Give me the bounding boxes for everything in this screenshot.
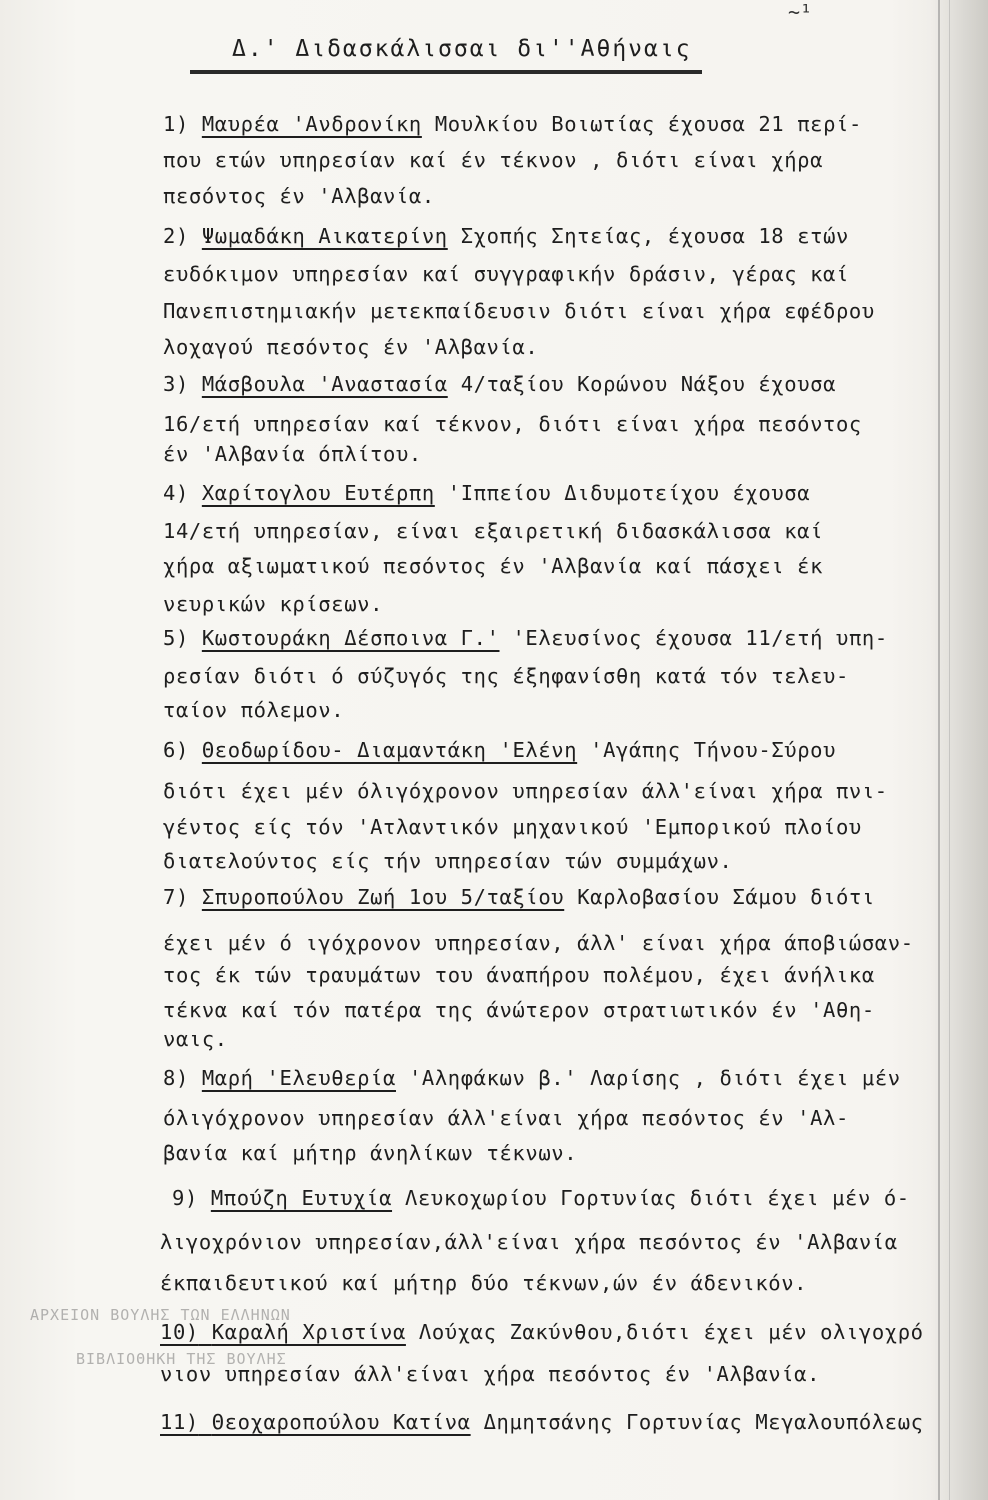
- entry-3-line-3: έν 'Αλβανία όπλίτου.: [163, 442, 422, 466]
- entry-2-line-2: ευδόκιμον υπηρεσίαν καί συγγραφικήν δράσιν, γέρας καί: [163, 262, 849, 286]
- entry-6-line-2: διότι έχει μέν όλιγόχρονον υπηρεσίαν άλλ'είναι χήρα πνι-: [163, 779, 888, 803]
- entry-9-line-1: 9) Μπούζη Ευτυχία Λευκοχωρίου Γορτυνίας διότι έχει μέν ό-: [172, 1186, 910, 1210]
- entry-4-name: Χαρίτογλου Ευτέρπη: [201, 481, 435, 505]
- entry-6-line-1: 6) Θεοδωρίδου- Διαμαντάκη 'Ελένη 'Αγάπης Τήνου-Σύρου: [163, 738, 837, 762]
- entry-7-line-1: 7) Σπυροπούλου Ζωή 1ου 5/ταξίου Καρλοβασίου Σάμου διότι: [163, 885, 875, 909]
- entry-2-line-4: λοχαγού πεσόντος έν 'Αλβανία.: [163, 335, 539, 359]
- entry-7-line-5: ναις.: [163, 1027, 228, 1051]
- entry-9-line-2: λιγοχρόνιον υπηρεσίαν,άλλ'είναι χήρα πεσόντος έν 'Αλβανία: [160, 1230, 898, 1254]
- entry-4-line-2: 14/ετή υπηρεσίαν, είναι εξαιρετική διδασκάλισσα καί: [163, 519, 824, 543]
- entry-8-name: Μαρή 'Ελευθερία: [201, 1066, 396, 1090]
- entry-2-line-1: 2) Ψωμαδάκη Αικατερίνη Σχοπής Σητείας, έχουσα 18 ετών: [163, 224, 849, 248]
- entry-3-line-2: 16/ετή υπηρεσίαν καί τέκνον, διότι είναι χήρα πεσόντος: [163, 412, 862, 436]
- entry-2-line-3: Πανεπιστημιακήν μετεκπαίδευσιν διότι είναι χήρα εφέδρου: [163, 299, 875, 323]
- entry-4-line-3: χήρα αξιωματικού πεσόντος έν 'Αλβανία καί πάσχει έκ: [163, 554, 824, 578]
- entry-10-num-name: 10) Καραλή Χριστίνα: [160, 1320, 406, 1344]
- entry-4-line-4: νευρικών κρίσεων.: [163, 592, 384, 616]
- entry-1-name: Μαυρέα 'Ανδρονίκη: [201, 112, 422, 136]
- entry-3-line-1: 3) Μάσβουλα 'Αναστασία 4/ταξίου Κορώνου Νάξου έχουσα: [163, 372, 837, 396]
- entry-8-line-2: όλιγόχρονον υπηρεσίαν άλλ'είναι χήρα πεσόντος έν 'Αλ-: [163, 1106, 849, 1130]
- corner-page-mark: ~¹: [788, 0, 813, 24]
- document-title: Δ.' Διδασκάλισσαι δι''Αθήναις: [232, 36, 692, 62]
- entry-10-line-2: νιον υπηρεσίαν άλλ'είναι χήρα πεσόντος έν 'Αλβανία.: [160, 1362, 821, 1386]
- entry-7-line-2: έχει μέν ό ιγόχρονον υπηρεσίαν, άλλ' είναι χήρα άποβιώσαν-: [163, 931, 914, 955]
- entry-5-name: Κωστουράκη Δέσποινα Γ.': [201, 626, 500, 650]
- entry-9-name: Μπούζη Ευτυχία: [210, 1186, 393, 1210]
- archive-stamp-line-1: ΑΡΧΕΙΟΝ ΒΟΥΛΗΣ ΤΩΝ ΕΛΛΗΝΩΝ: [30, 1306, 291, 1324]
- entry-1-line-3: πεσόντος έν 'Αλβανία.: [163, 184, 435, 208]
- entry-4-line-1: 4) Χαρίτογλου Ευτέρπη 'Ιππείου Διδυμοτείχου έχουσα: [163, 481, 811, 505]
- entry-2-name: Ψωμαδάκη Αικατερίνη: [201, 224, 448, 248]
- entry-6-name: Θεοδωρίδου- Διαμαντάκη 'Ελένη: [201, 738, 578, 762]
- entry-8-line-3: βανία καί μήτηρ άνηλίκων τέκνων.: [163, 1141, 578, 1165]
- entry-6-line-3: γέντος είς τόν 'Ατλαντικόν μηχανικού 'Εμπορικού πλοίου: [163, 815, 862, 839]
- entry-3-name: Μάσβουλα 'Αναστασία: [201, 372, 448, 396]
- entry-6-line-4: διατελούντος είς τήν υπηρεσίαν τών συμμάχων.: [163, 849, 733, 873]
- entry-5-line-1: 5) Κωστουράκη Δέσποινα Γ.' 'Ελευσίνος έχουσα 11/ετή υπη-: [163, 626, 888, 650]
- entry-7-line-3: τος έκ τών τραυμάτων του άναπήρου πολέμου, έχει άνήλικα: [163, 963, 875, 987]
- entry-10-line-1: 10) Καραλή Χριστίνα Λούχας Ζακύνθου,διότι έχει μέν ολιγοχρό: [160, 1320, 924, 1344]
- entry-5-line-3: ταίον πόλεμον.: [163, 698, 345, 722]
- entry-5-line-2: ρεσίαν διότι ό σύζυγός της έξηφανίσθη κατά τόν τελευ-: [163, 664, 849, 688]
- entry-7-name: Σπυροπούλου Ζωή 1ου 5/ταξίου: [201, 885, 565, 909]
- entry-9-line-3: έκπαιδευτικού καί μήτηρ δύο τέκνων,ών έν άδενικόν.: [160, 1271, 808, 1295]
- entry-8-line-1: 8) Μαρή 'Ελευθερία 'Αληφάκων β.' Λαρίσης , διότι έχει μέν: [163, 1066, 901, 1090]
- entry-7-line-4: τέκνα καί τόν πατέρα της άνώτερον στρατιωτικόν έν 'Αθη-: [163, 998, 875, 1022]
- entry-1-line-2: που ετών υπηρεσίαν καί έν τέκνον , διότι είναι χήρα: [163, 148, 824, 172]
- entry-11-num-name: 11) Θεοχαροπούλου Κατίνα: [160, 1410, 471, 1434]
- page-edge-line-secondary: [949, 0, 950, 1500]
- title-double-rule: [190, 70, 702, 74]
- entry-11-line-1: 11) Θεοχαροπούλου Κατίνα Δημητσάνης Γορτυνίας Μεγαλουπόλεως: [160, 1410, 924, 1434]
- archive-stamp-line-2: ΒΙΒΛΙΟΘΗΚΗ ΤΗΣ ΒΟΥΛΗΣ: [76, 1350, 287, 1368]
- page-edge-line: [938, 0, 940, 1500]
- entry-1-line-1: 1) Μαυρέα 'Ανδρονίκη Μουλκίου Βοιωτίας έχουσα 21 περί-: [163, 112, 862, 136]
